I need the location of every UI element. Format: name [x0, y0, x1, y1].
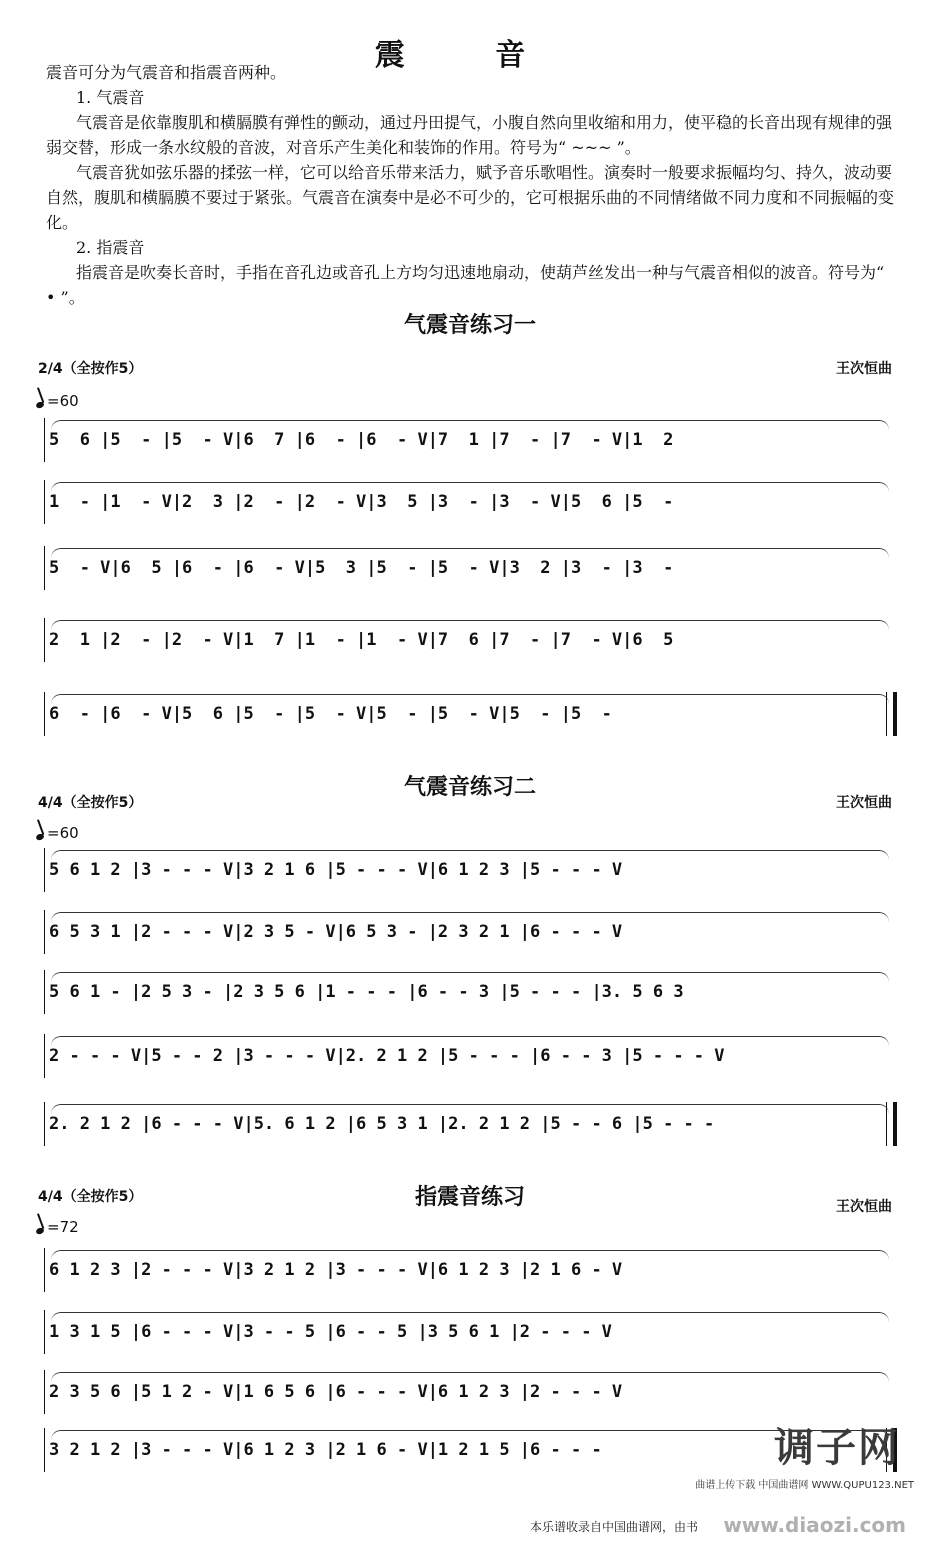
site-logo: 调子网: [774, 1425, 900, 1471]
notation-text: 1 3 1 5 |6 - - - V|3 - - 5 |6 - - 5 |3 5 6 1 |2 - - - V: [49, 1322, 612, 1342]
notation-text: 1 - |1 - V|2 3 |2 - |2 - V|3 5 |3 - |3 - V|5 6 |5 -: [49, 492, 674, 512]
exercise-1-composer: 王次恒曲: [836, 361, 892, 377]
exercise-3-line-2: [44, 1310, 896, 1354]
notation-text: 2. 2 1 2 |6 - - - V|5. 6 1 2 |6 5 3 1 |2. 2 1 2 |5 - - 6 |5 - - -: [49, 1114, 715, 1134]
intro-para-4: 指震音是吹奏长音时，手指在音孔边或音孔上方均匀迅速地扇动，使葫芦丝发出一种与气震音相似的波音。符号为“ • ”。: [46, 263, 885, 307]
exercise-2-line-3: [44, 970, 896, 1014]
notation-text: 5 6 |5 - |5 - V|6 7 |6 - |6 - V|7 1 |7 - |7 - V|1 2: [49, 430, 674, 450]
exercise-1-title: 气震音练习一: [403, 313, 536, 338]
exercise-3-tempo: [36, 1218, 79, 1236]
exercise-3-line-3: [44, 1370, 896, 1414]
exercise-1-line-3: [44, 546, 896, 590]
exercise-1-line-4: [44, 618, 896, 662]
notation-text: 2 - - - V|5 - - 2 |3 - - - V|2. 2 1 2 |5 - - - |6 - - 3 |5 - - - V: [49, 1046, 725, 1066]
exercise-2-line-1: [44, 848, 896, 892]
exercise-2-line-4: [44, 1034, 896, 1078]
exercise-2-line-2: [44, 910, 896, 954]
notation-text: 5 6 1 2 |3 - - - V|3 2 1 6 |5 - - - V|6 1 2 3 |5 - - - V: [49, 860, 623, 880]
intro-text: [46, 60, 896, 310]
final-barline: [886, 692, 897, 736]
intro-para-1: 震音可分为气震音和指震音两种。: [46, 63, 287, 82]
exercise-3-meter: 4/4（全按作5）: [38, 1189, 143, 1205]
final-barline: [886, 1102, 897, 1146]
notation-text: 6 - |6 - V|5 6 |5 - |5 - V|5 - |5 - V|5 - |5 -: [49, 704, 612, 724]
section-heading-2: 2. 指震音: [76, 238, 145, 257]
exercise-3-line-1: [44, 1248, 896, 1292]
notation-text: 6 1 2 3 |2 - - - V|3 2 1 2 |3 - - - V|6 1 2 3 |2 1 6 - V: [49, 1260, 623, 1280]
exercise-2-title: 气震音练习二: [403, 775, 536, 800]
quarter-note-icon: [35, 401, 45, 409]
footer-site-url: www.diaozi.com: [723, 1513, 906, 1537]
intro-para-2: 气震音是依靠腹肌和横膈膜有弹性的颤动，通过丹田提气，小腹自然向里收缩和用力，使平稳的长音出现有规律的强弱交替，形成一条水纹般的音波，对音乐产生美化和装饰的作用。符号为“ ~~~ ”。: [46, 113, 893, 157]
exercise-3-title: 指震音练习: [414, 1185, 525, 1210]
tempo-value: =72: [47, 1218, 79, 1236]
exercise-1-tempo: [36, 392, 79, 410]
notation-text: 5 6 1 - |2 5 3 - |2 3 5 6 |1 - - - |6 - - 3 |5 - - - |3. 5 6 3: [49, 982, 684, 1002]
notation-text: 2 1 |2 - |2 - V|1 7 |1 - |1 - V|7 6 |7 - |7 - V|6 5: [49, 630, 674, 650]
exercise-1-line-5: [44, 692, 896, 736]
site-tagline: 曲谱上传下载 中国曲谱网 WWW.QUPU123.NET: [695, 1480, 914, 1491]
exercise-3-line-4: [44, 1428, 896, 1472]
quarter-note-icon: [35, 1227, 45, 1235]
intro-para-3: 气震音犹如弦乐器的揉弦一样，它可以给音乐带来活力，赋予音乐歌唱性。演奏时一般要求振幅均匀、持久，波动要自然，腹肌和横膈膜不要过于紧张。气震音在演奏中是必不可少的，它可根据乐曲的不同情绪做不同力度和不同振幅的变化。: [46, 163, 895, 232]
exercise-1-line-1: [44, 418, 896, 462]
notation-text: 2 3 5 6 |5 1 2 - V|1 6 5 6 |6 - - - V|6 1 2 3 |2 - - - V: [49, 1382, 623, 1402]
exercise-2-meter: 4/4（全按作5）: [38, 795, 143, 811]
section-heading-1: 1. 气震音: [76, 88, 145, 107]
exercise-1-line-2: [44, 480, 896, 524]
notation-text: 3 2 1 2 |3 - - - V|6 1 2 3 |2 1 6 - V|1 2 1 5 |6 - - -: [49, 1440, 602, 1460]
exercise-2-composer: 王次恒曲: [836, 795, 892, 811]
notation-text: 6 5 3 1 |2 - - - V|2 3 5 - V|6 5 3 - |2 3 2 1 |6 - - - V: [49, 922, 623, 942]
page-title: 震 音: [374, 38, 566, 73]
tempo-value: =60: [47, 392, 79, 410]
footer-source-note: 本乐谱收录自中国曲谱网，由书: [530, 1520, 699, 1534]
tempo-value: =60: [47, 824, 79, 842]
exercise-2-tempo: [36, 824, 79, 842]
exercise-1-meter: 2/4（全按作5）: [38, 361, 143, 377]
quarter-note-icon: [35, 833, 45, 841]
exercise-2-line-5: [44, 1102, 896, 1146]
exercise-3-composer: 王次恒曲: [836, 1199, 892, 1215]
notation-text: 5 - V|6 5 |6 - |6 - V|5 3 |5 - |5 - V|3 2 |3 - |3 -: [49, 558, 674, 578]
